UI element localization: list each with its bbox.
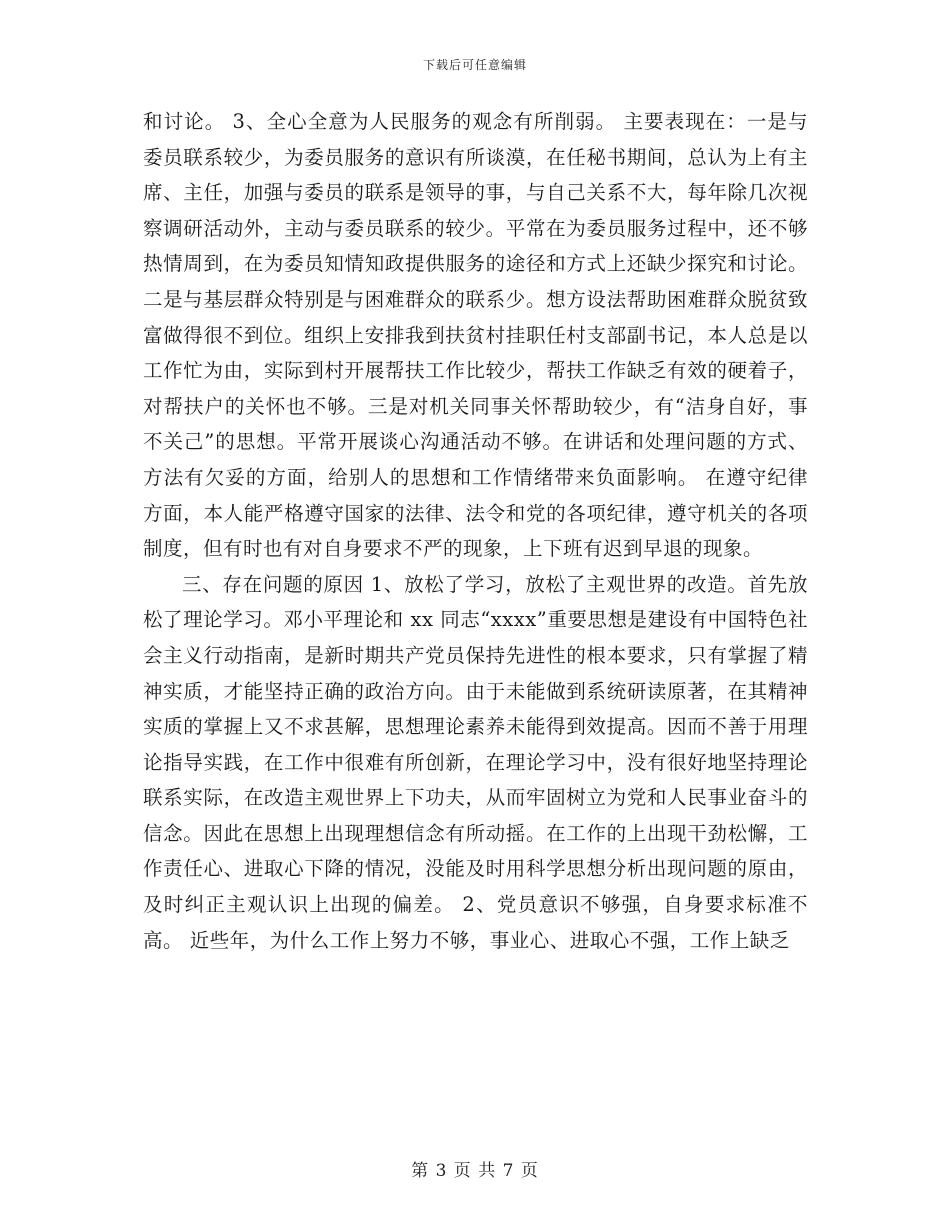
document-body bbox=[143, 104, 808, 958]
page-number: 第 3 页 共 7 页 bbox=[411, 1161, 539, 1181]
page-header: 下载后可任意编辑 bbox=[422, 58, 527, 72]
paragraph-service-awareness: 和讨论。 3、全心全意为人民服务的观念有所削弱。 主要表现在：一是与委员联系较少，为委员服务的意识有所谈漠，在任秘书期间，总认为上有主席、主任，加强与委员的联系是领导的事，与自己关系不大，每年除几次视察调研活动外，主动与委员联系的较少。平常在为委员服务过程中，还不够热情周到，在为委员知情知政提供服务的途径和方式上还缺少探究和讨论。二是与基层群众特别是与困难群众的联系少。想方设法帮助困难群众脱贫致富做得很不到位。组织上安排我到扶贫村挂职任村支部副书记，本人总是以工作忙为由，实际到村开展帮扶工作比较少，帮扶工作缺乏有效的硬着子，对帮扶户的关怀也不够。三是对机关同事关怀帮助较少，有“洁身自好，事不关己”的思想。平常开展谈心沟通活动不够。在讲话和处理问题的方式、方法有欠妥的方面，给别人的思想和工作情绪带来负面影响。 在遵守纪律方面，本人能严格遵守国家的法律、法令和党的各项纪律，遵守机关的各项制度，但有时也有对自身要求不严的现象，上下班有迟到早退的现象。 bbox=[143, 110, 808, 561]
paragraph-problem-causes: 三、存在问题的原因 1、放松了学习，放松了主观世界的改造。首先放松了理论学习。邓小平理论和 xx 同志“xxxx”重要思想是建设有中国特色社会主义行动指南，是新时期共产党员保持先进性的根本要求，只有掌握了精神实质，才能坚持正确的政治方向。由于未能做到系统研读原著，在其精神实质的掌握上又不求甚解，思想理论素养未能得到效提高。因而不善于用理论指导实践，在工作中很难有所创新，在理论学习中，没有很好地坚持理论联系实际，在改造主观世界上下功夫，从而牢固树立为党和人民事业奋斗的信念。因此在思想上出现理想信念有所动摇。在工作的上出现干劲松懈，工作责任心、进取心下降的情况，没能及时用科学思想分析出现问题的原由，及时纠正主观认识上出现的偏差。 2、党员意识不够强，自身要求标准不高。 近些年，为什么工作上努力不够，事业心、进取心不强，工作上缺乏 bbox=[143, 572, 808, 952]
